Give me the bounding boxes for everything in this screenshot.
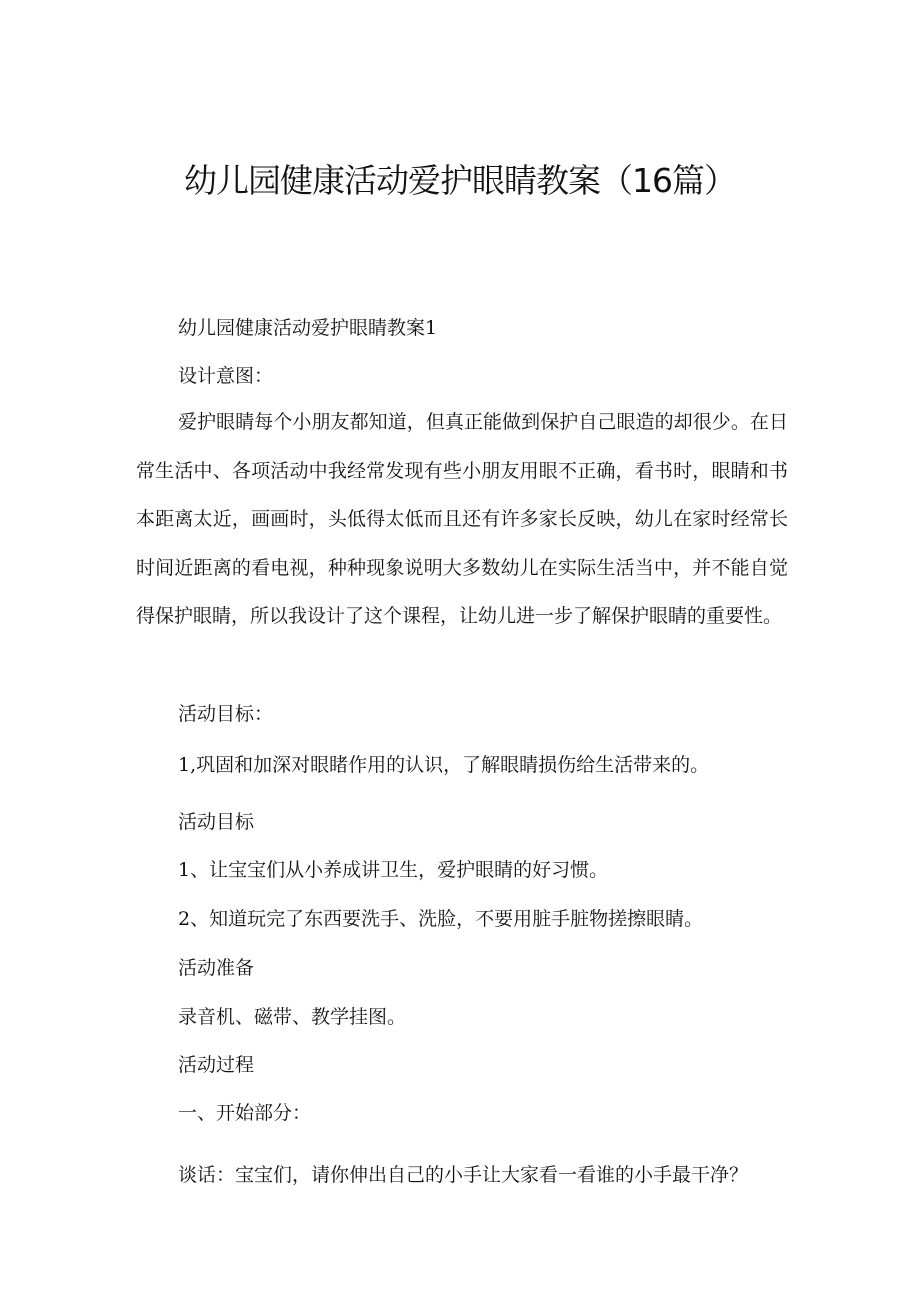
activity-goal-item-2: 2、知道玩完了东西要洗手、洗脸，不要用脏手脏物搓擦眼睛。	[178, 908, 704, 930]
activity-prep-heading: 活动准备	[178, 957, 255, 979]
activity-goal-heading-2: 活动目标	[178, 811, 255, 833]
activity-process-heading: 活动过程	[178, 1054, 255, 1076]
talk-text: 谈话：宝宝们，请你伸出自己的小手让大家看一看谁的小手最干净？	[178, 1164, 749, 1186]
design-intent-paragraph: 爱护眼睛每个小朋友都知道，但真正能做到保护自己眼造的却很少。在日常生活中、各项活动中我经常发现有些小朋友用眼不正确，看书时，眼睛和书本距离太近，画画时，头低得太低而且还有许多家长反映，幼儿在家时经常长时间近距离的看电视，种种现象说明大多数幼儿在实际生活当中，并不能自觉得保护眼睛，所以我设计了这个课程，让幼儿进一步了解保护眼睛的重要性。	[136, 411, 788, 627]
activity-goal-heading: 活动目标：	[178, 703, 274, 725]
activity-prep-text: 录音机、磁带、教学挂图。	[178, 1006, 407, 1028]
design-intent-heading: 设计意图：	[178, 365, 274, 387]
activity-goal-item-1: 1、让宝宝们从小养成讲卫生，爱护眼睛的好习惯。	[178, 859, 609, 881]
activity-goal-item: 1,巩固和加深对眼睹作用的认识，了解眼睛损伤给生活带来的。	[178, 754, 710, 776]
document-title: 幼儿园健康活动爱护眼睛教案（16篇）	[184, 161, 736, 200]
process-part-one: 一、开始部分：	[178, 1102, 312, 1124]
lesson-subtitle: 幼儿园健康活动爱护眼睛教案1	[178, 317, 438, 339]
